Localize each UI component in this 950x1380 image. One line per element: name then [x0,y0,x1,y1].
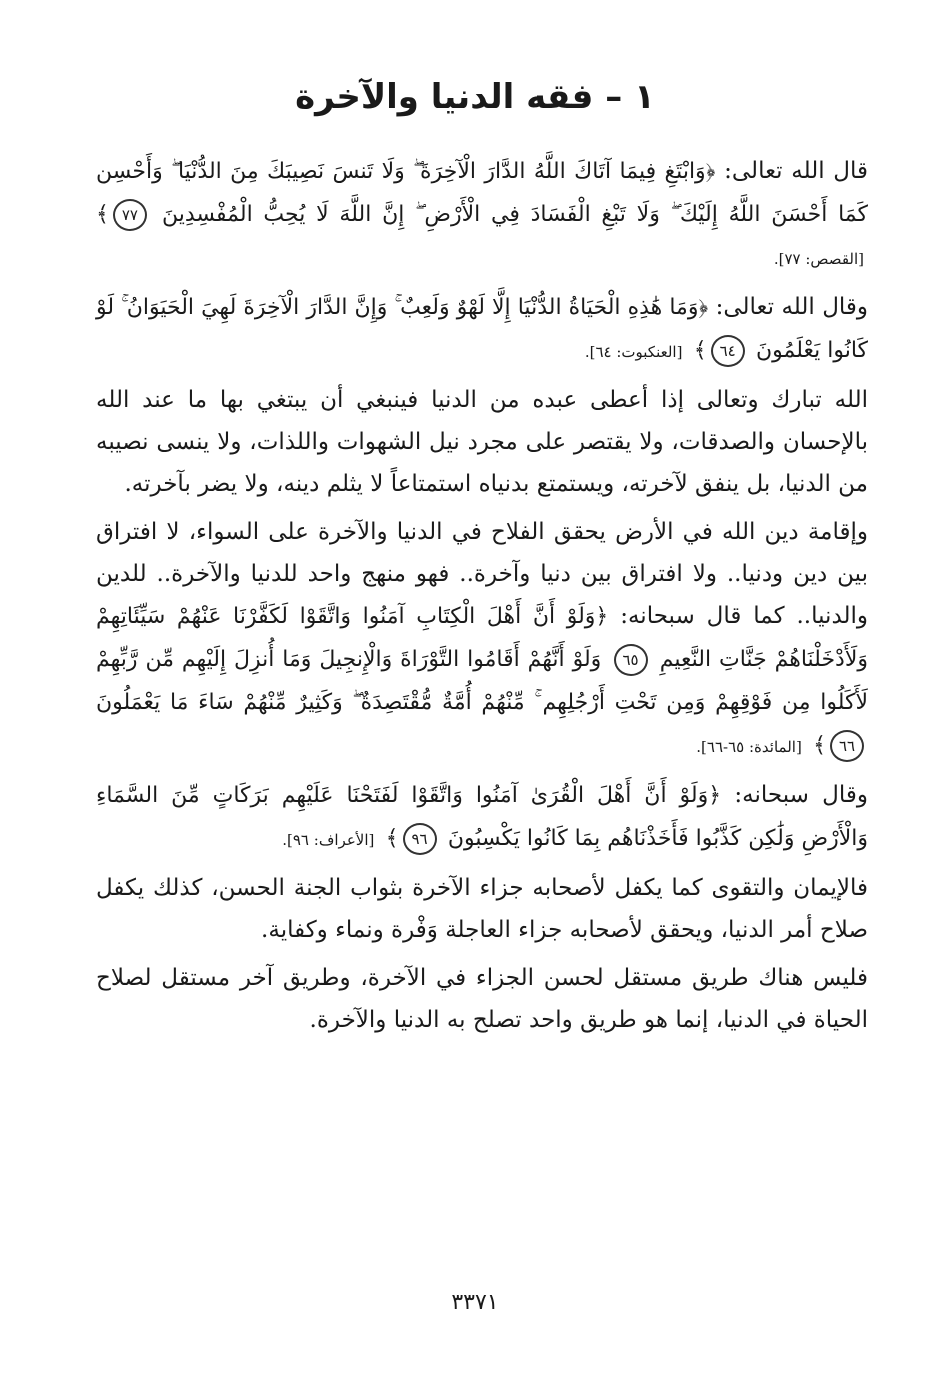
quran-close-bracket: ﴾ [96,202,109,227]
quran-quote-block [96,774,868,861]
ayah-number-marker: ٦٤ [711,335,745,367]
quote-intro: وقال سبحانه: [734,782,868,808]
ayah-number-marker: ٩٦ [403,823,437,855]
quote-intro: قال الله تعالى: [724,158,869,184]
quran-close-bracket: ﴾ [385,826,399,851]
quran-close-bracket: ﴾ [693,338,707,363]
verse-reference: [القصص: ٧٧]. [773,250,864,268]
paragraph-text: وإقامة دين الله في الأرض يحقق الفلاح في الدنيا والآخرة على السواء، لا افتراق بين دين ودنيا.. ولا افتراق بين دنيا وآخرة.. فهو منهج واحد للدنيا والآخرة.. للدين والدنيا.. كما قال سبحانه: [96,519,869,629]
page-title: ١ – فقه الدنيا والآخرة [295,77,655,117]
verse-reference: [العنكبوت: ٦٤]. [584,343,683,361]
page-content [96,150,868,1047]
body-paragraph-with-quote [96,511,868,768]
quran-verse: وَلَوْ أَنَّ أَهْلَ الْكِتَابِ آمَنُوا وَاتَّقَوْا لَكَفَّرْنَا عَنْهُمْ سَيِّئَاتِهِمْ وَلَأَدْخَلْنَاهُمْ جَنَّاتِ النَّعِيمِ [96,604,869,672]
quran-open-bracket: ﴿ [705,159,716,184]
quran-verse: وَلَوْ أَنَّهُمْ أَقَامُوا التَّوْرَاةَ وَالْإِنجِيلَ وَمَا أُنزِلَ إِلَيْهِم مِّن رَّبِّهِمْ لَأَكَلُوا مِن فَوْقِهِمْ وَمِن تَحْتِ أَرْجُلِهِم ۚ مِّنْهُمْ أُمَّةٌ مُّقْتَصِدَةٌ ۖ وَكَثِيرٌ مِّنْهُمْ سَاءَ مَا يَعْمَلُونَ [96,647,868,715]
ayah-number-marker: ٧٧ [113,199,147,231]
verse-reference: [المائدة: ٦٥-٦٦]. [696,738,802,756]
body-paragraph: الله تبارك وتعالى إذا أعطى عبده من الدنيا فينبغي أن يبتغي بها ما عند الله بالإحسان والصدقات، ولا يقتصر على مجرد نيل الشهوات واللذات، ولا ينسى نصيبه من الدنيا، بل ينفق لآخرته، ويستمتع بدنياه استمتاعاً لا يثلم دينه، ولا يضر بآخرته. [96,387,868,497]
quran-close-bracket: ﴾ [813,733,826,758]
quran-open-bracket: ﴿ [595,604,609,629]
quran-open-bracket: ﴿ [708,783,722,808]
quran-verse: وَابْتَغِ فِيمَا آتَاكَ اللَّهُ الدَّارَ الْآخِرَةَ ۖ وَلَا تَنسَ نَصِيبَكَ مِنَ الدُّنْيَا ۖ وَأَحْسِن كَمَا أَحْسَنَ اللَّهُ إِلَيْكَ ۖ وَلَا تَبْغِ الْفَسَادَ فِي الْأَرْضِ ۖ إِنَّ اللَّهَ لَا يُحِبُّ الْمُفْسِدِينَ [96,159,868,227]
quran-open-bracket: ﴿ [698,295,709,320]
quran-verse: وَمَا هَٰذِهِ الْحَيَاةُ الدُّنْيَا إِلَّا لَهْوٌ وَلَعِبٌ ۚ وَإِنَّ الدَّارَ الْآخِرَةَ لَهِيَ الْحَيَوَانُ ۚ لَوْ كَانُوا يَعْلَمُونَ [96,295,868,363]
quote-intro: وقال الله تعالى: [715,294,869,320]
ayah-number-marker: ٦٦ [830,730,864,762]
ayah-number-marker: ٦٥ [614,644,648,676]
quran-quote-block [96,286,868,373]
quran-quote-block [96,150,868,280]
verse-reference: [الأعراف: ٩٦]. [282,831,375,849]
body-paragraph: فليس هناك طريق مستقل لحسن الجزاء في الآخرة، وطريق آخر مستقل لصلاح الحياة في الدنيا، إنما هو طريق واحد تصلح به الدنيا والآخرة. [96,965,868,1033]
page-number: ٣٣٧١ [451,1290,499,1315]
body-paragraph: فالإيمان والتقوى كما يكفل لأصحابه جزاء الآخرة بثواب الجنة الحسن، كذلك يكفل صلاح أمر الدنيا، ويحقق لأصحابه جزاء العاجلة وَفْرة ونماء وكفاية. [96,875,868,943]
quran-verse: وَلَوْ أَنَّ أَهْلَ الْقُرَىٰ آمَنُوا وَاتَّقَوْا لَفَتَحْنَا عَلَيْهِم بَرَكَاتٍ مِّنَ السَّمَاءِ وَالْأَرْضِ وَلَٰكِن كَذَّبُوا فَأَخَذْنَاهُم بِمَا كَانُوا يَكْسِبُونَ [96,783,868,851]
